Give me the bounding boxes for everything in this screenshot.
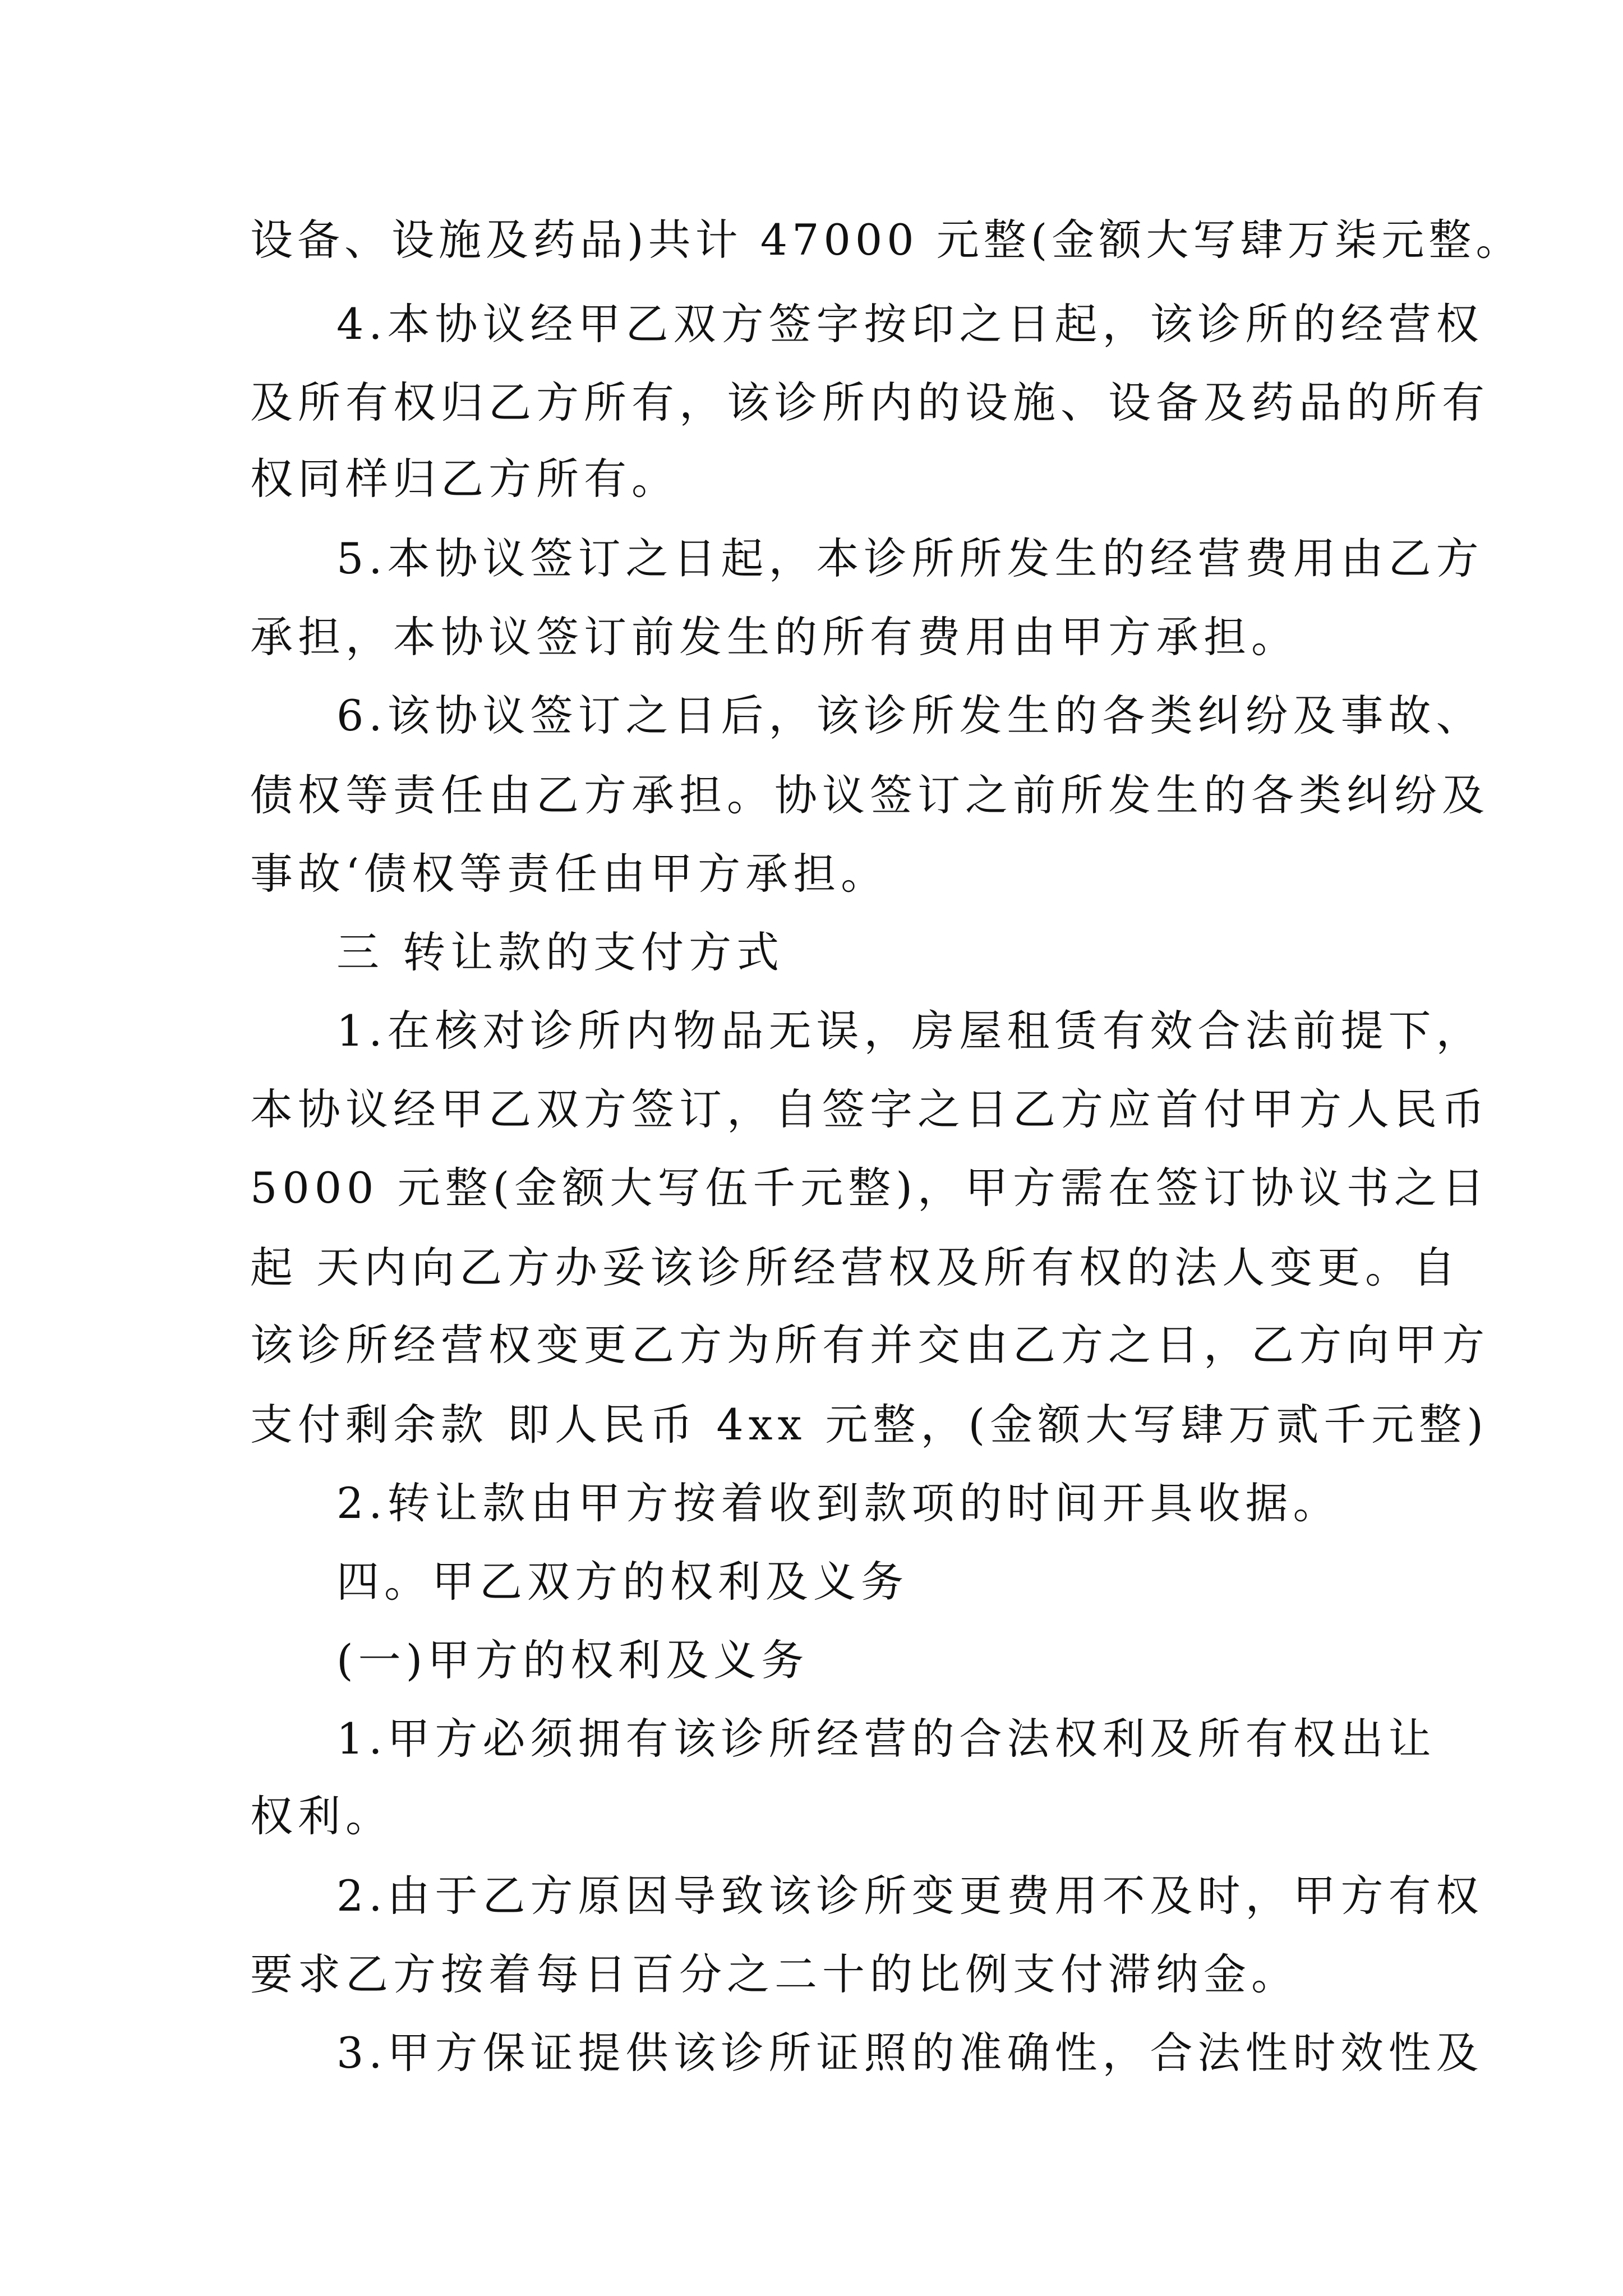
section-heading: 四。甲乙双方的权利及义务 [336,1557,909,1607]
text-line: 5.本协议签订之日起，本诊所所发生的经营费用由乙方 [336,533,1484,583]
text-line: 起 天内向乙方办妥该诊所经营权及所有权的法人变更。自 [250,1243,1461,1292]
text-line: 要求乙方按着每日百分之二十的比例支付滞纳金。 [250,1949,1299,1999]
text-line: 事故‘债权等责任由甲方承担。 [250,849,889,899]
text-line: 3.甲方保证提供该诊所证照的准确性，合法性时效性及 [336,2028,1484,2078]
text-line: 权同样归乙方所有。 [250,454,679,504]
text-line: 6.该协议签订之日后，该诊所发生的各类纠纷及事故、 [336,691,1484,740]
text-line: 2.转让款由甲方按着收到款项的时间开具收据。 [336,1478,1341,1528]
text-line: 及所有权归乙方所有，该诊所内的设施、设备及药品的所有 [250,378,1490,427]
text-line: 本协议经甲乙双方签订，自签字之日乙方应首付甲方人民币 [250,1084,1490,1134]
subsection-heading: (一)甲方的权利及义务 [336,1635,809,1685]
text-line: 5000 元整(金额大写伍千元整)，甲方需在签订协议书之日 [250,1163,1490,1213]
text-line: 权利。 [250,1791,393,1841]
text-line: 该诊所经营权变更乙方为所有并交由乙方之日，乙方向甲方 [250,1320,1490,1370]
text-line: 承担，本协议签订前发生的所有费用由甲方承担。 [250,612,1299,662]
text-line: 1.在核对诊所内物品无误，房屋租赁有效合法前提下， [336,1006,1484,1056]
text-line: 债权等责任由乙方承担。协议签订之前所发生的各类纠纷及 [250,770,1490,820]
text-line: 支付剩余款 即人民币 4xx 元整，(金额大写肆万贰千元整) [250,1400,1488,1450]
text-line: 2.由于乙方原因导致该诊所变更费用不及时，甲方有权 [336,1871,1484,1921]
text-line: 1.甲方必须拥有该诊所经营的合法权利及所有权出让 [336,1714,1436,1764]
text-line: 4.本协议经甲乙双方签字按印之日起，该诊所的经营权 [336,299,1484,349]
text-line: 设备、设施及药品)共计 47000 元整(金额大写肆万柒元整。 [250,215,1523,265]
section-heading: 三 转让款的支付方式 [336,927,785,977]
